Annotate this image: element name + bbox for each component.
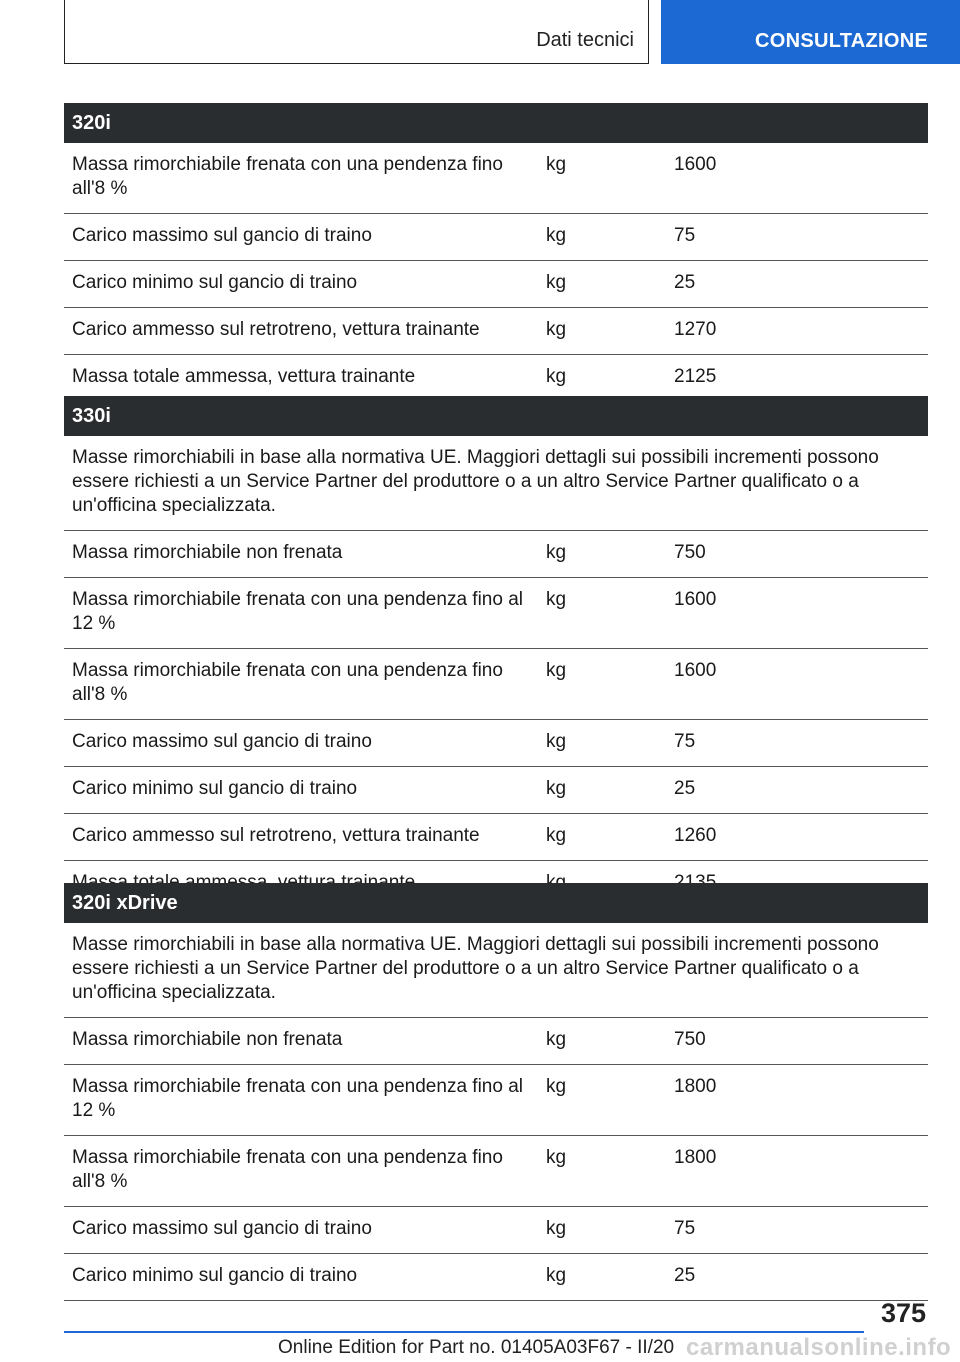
header-section-box xyxy=(64,0,649,64)
row-unit: kg xyxy=(546,272,567,293)
table-row xyxy=(64,143,928,214)
edition-text: Online Edition for Part no. 01405A03F67 - II/20 xyxy=(278,1337,675,1358)
table-title: 320i xyxy=(64,103,928,143)
spec-table-320i xyxy=(64,103,928,402)
row-unit: kg xyxy=(546,366,567,387)
row-unit: kg xyxy=(546,660,567,681)
spec-table-330i xyxy=(64,396,928,908)
table-row xyxy=(64,308,928,355)
row-unit: kg xyxy=(546,589,567,610)
row-label: Massa rimorchiabile non frenata xyxy=(72,542,343,563)
row-value: 1600 xyxy=(674,589,717,610)
row-unit: kg xyxy=(546,225,567,246)
row-label: Massa rimorchiabile frenata con una pendenza fino all'8 % xyxy=(72,1147,503,1192)
row-unit: kg xyxy=(546,731,567,752)
table-note: Masse rimorchiabili in base alla normativa UE. Maggiori dettagli sui possibili incrementi possono essere richiesti a un Service Partner del produttore o a un altro Service Partner qualificato o a un'officina specializzata. xyxy=(72,934,879,1003)
row-unit: kg xyxy=(546,542,567,563)
table-note: Masse rimorchiabili in base alla normativa UE. Maggiori dettagli sui possibili incrementi possono essere richiesti a un Service Partner del produttore o a un altro Service Partner qualificato o a un'officina specializzata. xyxy=(72,447,879,516)
row-value: 1600 xyxy=(674,154,717,175)
table-row xyxy=(64,720,928,767)
table-row xyxy=(64,355,928,402)
row-label: Carico minimo sul gancio di traino xyxy=(72,1265,358,1286)
row-value: 75 xyxy=(674,1218,696,1239)
row-label: Massa rimorchiabile frenata con una pendenza fino al 12 % xyxy=(72,589,523,634)
row-label: Massa rimorchiabile non frenata xyxy=(72,1029,343,1050)
row-unit: kg xyxy=(546,1147,567,1168)
table-note-row xyxy=(64,436,928,531)
section-title: Dati tecnici xyxy=(536,29,634,51)
table-row xyxy=(64,767,928,814)
table-row xyxy=(64,814,928,861)
row-value: 25 xyxy=(674,272,696,293)
table-row xyxy=(64,578,928,649)
table-row xyxy=(64,214,928,261)
table-row xyxy=(64,1018,928,1065)
row-unit: kg xyxy=(546,1029,567,1050)
row-label: Carico minimo sul gancio di traino xyxy=(72,778,358,799)
row-value: 25 xyxy=(674,1265,696,1286)
row-label: Massa rimorchiabile frenata con una pendenza fino all'8 % xyxy=(72,660,503,705)
table-row xyxy=(64,649,928,720)
row-value: 750 xyxy=(674,1029,706,1050)
table-note-row xyxy=(64,923,928,1018)
header-chapter-box[interactable] xyxy=(661,0,960,64)
row-label: Carico massimo sul gancio di traino xyxy=(72,731,372,752)
row-value: 1260 xyxy=(674,825,717,846)
row-value: 1270 xyxy=(674,319,717,340)
table-row xyxy=(64,531,928,578)
row-value: 750 xyxy=(674,542,706,563)
row-unit: kg xyxy=(546,778,567,799)
row-value: 25 xyxy=(674,778,696,799)
row-label: Carico ammesso sul retrotreno, vettura trainante xyxy=(72,825,480,846)
footer-divider xyxy=(64,1331,864,1333)
row-label: Massa rimorchiabile frenata con una pendenza fino all'8 % xyxy=(72,154,503,199)
table-row xyxy=(64,261,928,308)
row-value: 1800 xyxy=(674,1147,717,1168)
watermark: carmanualsonline.info xyxy=(686,1334,952,1361)
row-value: 2125 xyxy=(674,366,717,387)
row-unit: kg xyxy=(546,154,567,175)
row-unit: kg xyxy=(546,319,567,340)
row-label: Carico massimo sul gancio di traino xyxy=(72,1218,372,1239)
table-row xyxy=(64,1065,928,1136)
table-title: 320i xDrive xyxy=(64,883,928,923)
table-title: 330i xyxy=(64,396,928,436)
row-label: Carico minimo sul gancio di traino xyxy=(72,272,358,293)
row-unit: kg xyxy=(546,825,567,846)
row-value: 1600 xyxy=(674,660,717,681)
chapter-title: CONSULTAZIONE xyxy=(755,30,929,52)
row-label: Massa rimorchiabile frenata con una pendenza fino al 12 % xyxy=(72,1076,523,1121)
row-label: Carico massimo sul gancio di traino xyxy=(72,225,372,246)
row-unit: kg xyxy=(546,1265,567,1286)
spec-table-320i-xdrive xyxy=(64,883,928,1301)
row-value: 1800 xyxy=(674,1076,717,1097)
table-row xyxy=(64,1136,928,1207)
table-row xyxy=(64,1207,928,1254)
page-number: 375 xyxy=(880,1298,926,1328)
row-unit: kg xyxy=(546,1218,567,1239)
row-value: 75 xyxy=(674,731,696,752)
row-label: Carico ammesso sul retrotreno, vettura trainante xyxy=(72,319,480,340)
table-row xyxy=(64,1254,928,1301)
row-value: 75 xyxy=(674,225,696,246)
row-unit: kg xyxy=(546,1076,567,1097)
row-label: Massa totale ammessa, vettura trainante xyxy=(72,366,416,387)
